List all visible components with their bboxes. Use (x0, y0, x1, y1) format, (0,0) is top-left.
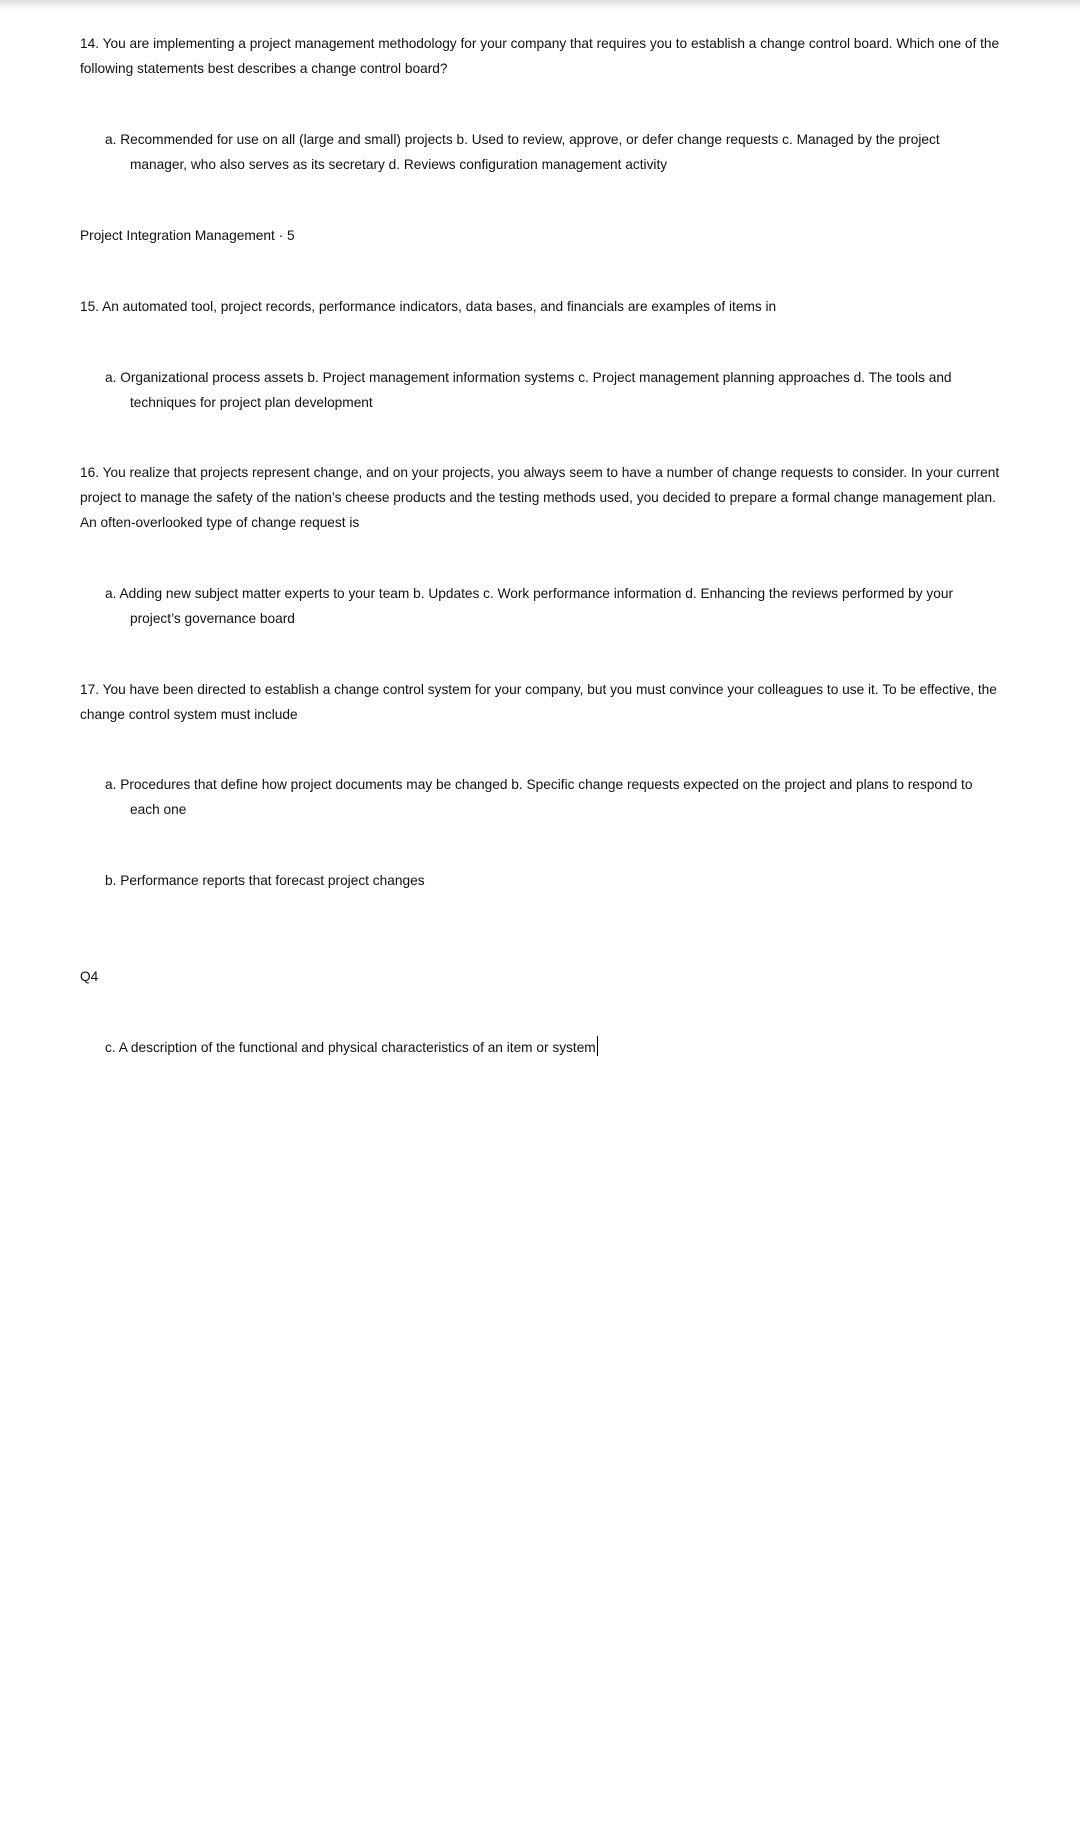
q14-answers: a. Recommended for use on all (large and small) projects b. Used to review, approve, or defer change requests c. Managed by the project manager, who also serves as its secretary d. Reviews configuration management activity (105, 132, 940, 172)
q15-answers: a. Organizational process assets b. Project management information systems c. Project management planning approaches d. The tools and techniques for project plan development (105, 370, 952, 410)
q16-answers: a. Adding new subject matter experts to your team b. Updates c. Work performance information d. Enhancing the reviews performed by your project’s governance board (105, 586, 954, 626)
answer-c-line[interactable] (80, 1035, 1000, 1060)
running-header: Project Integration Management · 5 (80, 228, 295, 243)
q15-question: 15. An automated tool, project records, performance indicators, data bases, and financials are examples of items in (80, 299, 777, 314)
q17-answers-a: a. Procedures that define how project documents may be changed b. Specific change requests expected on the project and plans to respond to each one (105, 777, 973, 817)
text-cursor (597, 1036, 599, 1056)
top-shadow (0, 0, 1080, 10)
q14-question: 14. You are implementing a project management methodology for your company that requires you to establish a change control board. Which one of the following statements best describes a change control board? (80, 36, 1000, 76)
document-page[interactable] (80, 31, 1000, 1060)
answer-c-text: c. A description of the functional and physical characteristics of an item or system (105, 1040, 596, 1055)
q4-label: Q4 (80, 969, 99, 984)
q17-question: 17. You have been directed to establish a change control system for your company, but you must convince your colleagues to use it. To be effective, the change control system must include (80, 682, 997, 722)
q17-answers-b: b. Performance reports that forecast project changes (105, 873, 425, 888)
q16-question: 16. You realize that projects represent change, and on your projects, you always seem to have a number of change requests to consider. In your current project to manage the safety of the nation’s cheese products and the testing methods used, you decided to prepare a formal change management plan. An often-overlooked type of change request is (80, 465, 1000, 530)
